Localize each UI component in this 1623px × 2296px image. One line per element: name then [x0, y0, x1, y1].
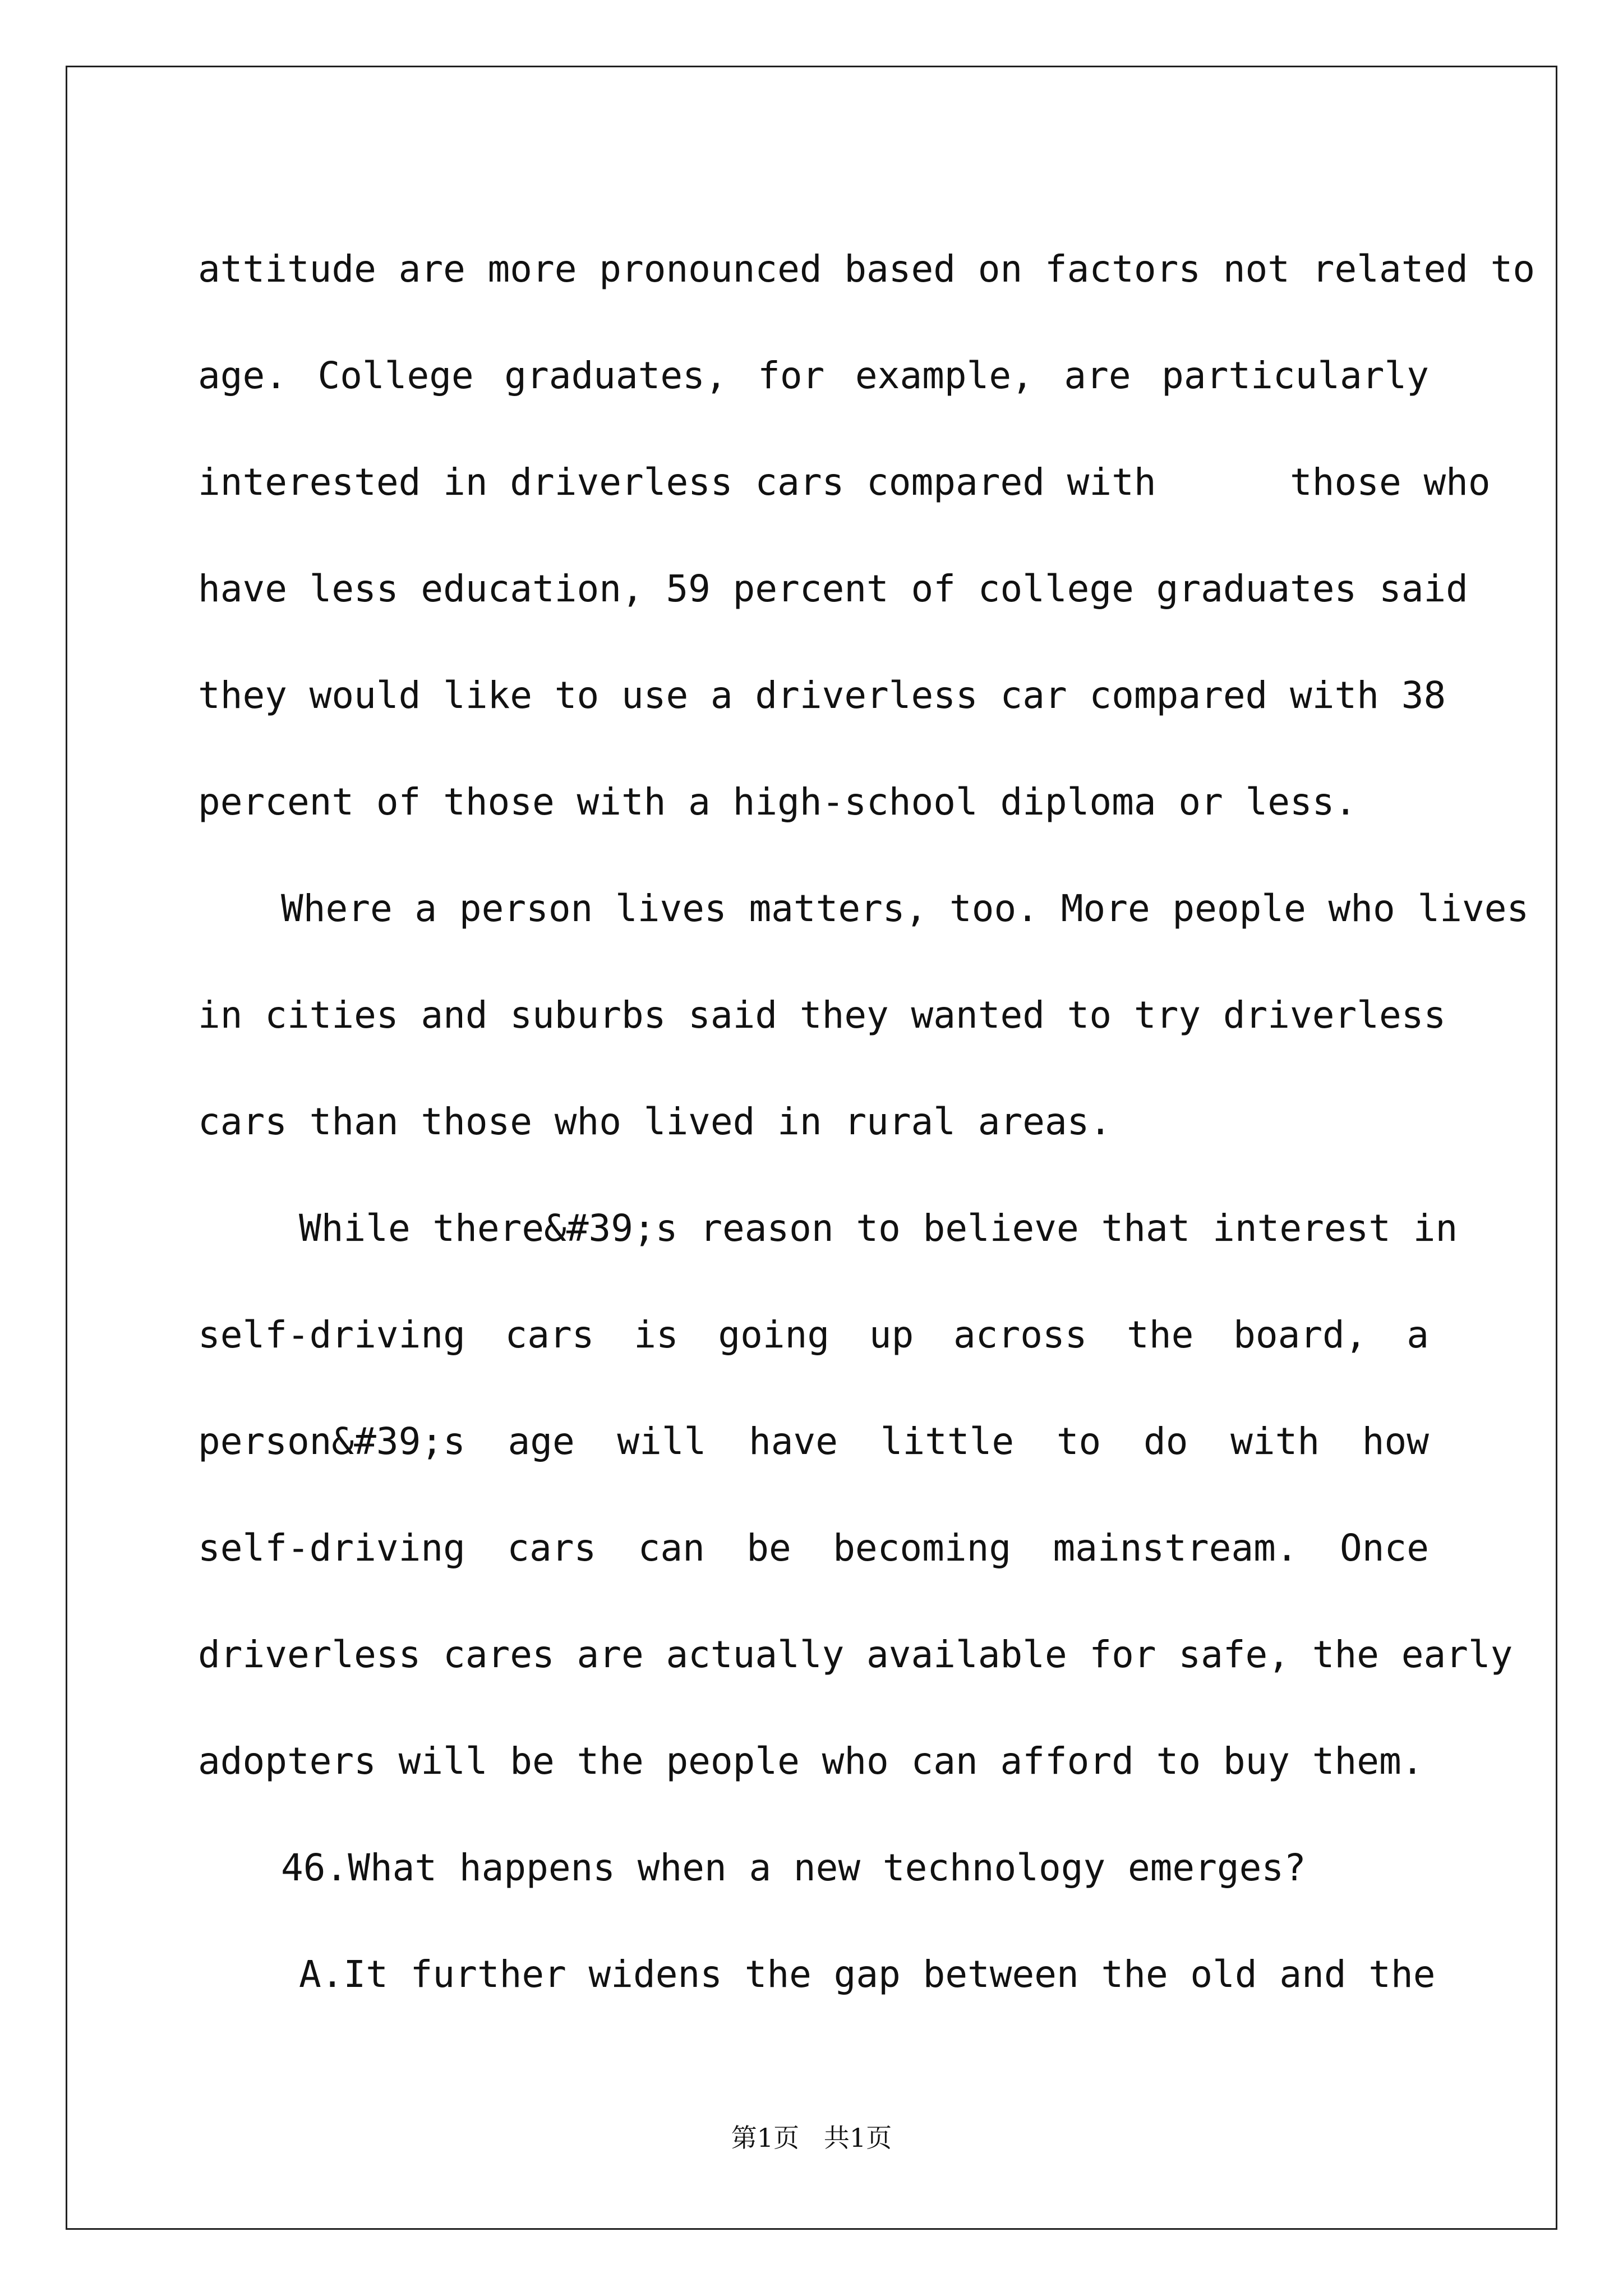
option-a: A.It further widens the gap between the old and the [299, 1953, 1436, 1996]
text-line-3: interested in driverless cars compared with those who [198, 461, 1491, 504]
text-line-8: in cities and suburbs said they wanted to try driverless [198, 993, 1446, 1037]
text-line-9: cars than those who lived in rural areas. [198, 1100, 1112, 1143]
text-line-5: they would like to use a driverless car compared with 38 [198, 674, 1446, 717]
page-number-footer: 第1页 共1页 [731, 2123, 892, 2153]
text-line-2: age. College graduates, for example, are particularly [198, 354, 1429, 397]
document-body [198, 216, 1536, 2028]
question-46: 46.What happens when a new technology emerges? [281, 1846, 1306, 1889]
text-line-12: person&#39;s age will have little to do with how [198, 1420, 1429, 1463]
text-line-15: adopters will be the people who can afford to buy them. [198, 1740, 1424, 1783]
text-line-7: Where a person lives matters, too. More people who lives [281, 887, 1529, 930]
text-line-4: have less education, 59 percent of college graduates said [198, 567, 1468, 610]
text-line-13: self-driving cars can be becoming mainstream. Once [198, 1526, 1429, 1570]
text-line-6: percent of those with a high-school diploma or less. [198, 780, 1357, 823]
text-line-11: self-driving cars is going up across the board, a [198, 1313, 1429, 1356]
text-line-1: attitude are more pronounced based on factors not related to [198, 247, 1536, 291]
text-line-10: While there&#39;s reason to believe that interest in [299, 1207, 1458, 1250]
text-line-14: driverless cares are actually available for safe, the early [198, 1633, 1513, 1676]
